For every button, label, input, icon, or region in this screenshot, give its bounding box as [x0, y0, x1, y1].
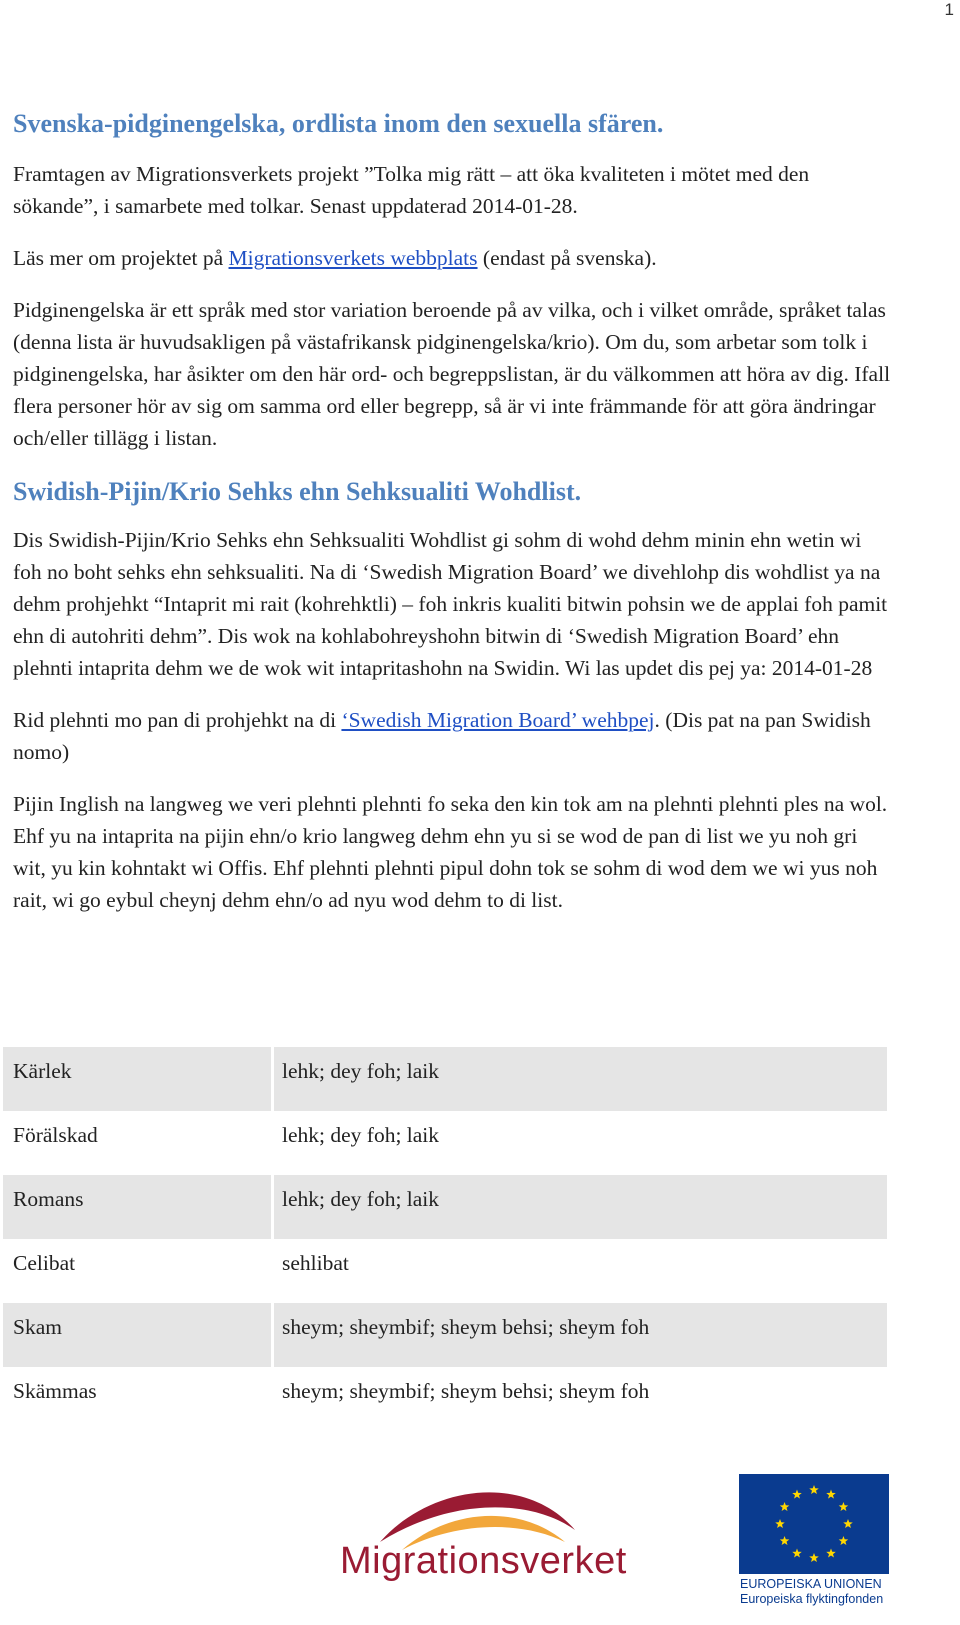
swedish-term: Skämmas — [13, 1379, 97, 1403]
eu-star-icon — [775, 1519, 785, 1528]
link-suffix: . (Dis pat na pan Swidish nomo) — [13, 708, 871, 764]
eu-star-icon — [843, 1519, 853, 1528]
krio-translation: lehk; dey foh; laik — [274, 1175, 887, 1239]
swedish-term: Kärlek — [3, 1047, 271, 1111]
eu-star-icon — [826, 1548, 836, 1557]
table-row — [3, 1175, 887, 1239]
page-number: 1 — [944, 0, 954, 19]
swedish-term: Celibat — [13, 1251, 76, 1275]
project-link-swedish — [13, 242, 893, 274]
description-swedish: Pidginengelska är ett språk med stor variation beroende på av vilka, och i vilket område, språket talas (denna lista är huvudsakligen på västafrikansk pidginengelska/krio). Om du, som arbetar som tolk i pidginengelska, har åsikter om den här ord- och begreppslistan, är du välkommen att höra av dig. Ifall flera personer hör av sig om samma ord eller begrepp, så är vi inte främmande för att göra ändringar och/eller tillägg i listan. — [13, 298, 891, 450]
eu-star-icon — [780, 1502, 790, 1511]
project-link-krio — [13, 704, 893, 768]
table-row — [3, 1111, 887, 1175]
migrationsverket-wordmark: Migrationsverket — [340, 1540, 627, 1582]
intro-krio: Dis Swidish-Pijin/Krio Sehks ehn Sehksualiti Wohdlist gi sohm di wohd dehm minin ehn wetin wi foh no boht sehks ehn sehksualiti. Na di ‘Swedish Migration Board’ we divehlohp dis wohdlist ya na dehm prohjehkt “Intaprit mi rait (kohrehktli) – foh inkris kualiti bitwin pohsin we de applai foh pamit ehn di autohriti dehm”. Dis wok na kohlabohreyshohn bitwin di ‘Swedish Migration Board’ ehn plehnti intaprita dehm we de wok wit intapritashohn na Swidin. Wi las updet dis pej ya: 2014-01-28 — [13, 528, 888, 680]
footer-logos — [0, 1480, 960, 1625]
krio-translation: sheym; sheymbif; sheym behsi; sheym foh — [282, 1379, 650, 1403]
eu-flag-icon — [739, 1474, 889, 1574]
eu-star-icon — [792, 1490, 802, 1499]
link-suffix: (endast på svenska). — [477, 246, 657, 270]
description-krio: Pijin Inglish na langweg we veri plehnti plehnti fo seka den kin tok am na plehnti plehnti ples na wol. Ehf yu na intaprita na pijin ehn/o krio langweg dehm ehn yu si se wod de pan di list we yu noh gri wit, yu kin kohntakt wi Offis. Ehf plehnti plehnti pipul dohn tok se sohm di wod dem we wi yus noh rait, wi go eybul cheynj dehm ehn/o ad nyu wod dehm to di list. — [13, 792, 888, 912]
heading-krio: Swidish-Pijin/Krio Sehks ehn Sehksualiti Wohdlist. — [13, 477, 582, 506]
swedish-migration-board-webpage-link[interactable]: ‘Swedish Migration Board’ wehbpej — [341, 708, 655, 732]
heading-swedish: Svenska-pidginengelska, ordlista inom den sexuella sfären. — [13, 109, 664, 138]
migrationsverket-website-link[interactable]: Migrationsverkets webbplats — [228, 246, 478, 270]
krio-translation: lehk; dey foh; laik — [282, 1123, 440, 1147]
eu-star-icon — [839, 1502, 849, 1511]
table-row — [3, 1303, 887, 1367]
link-prefix: Rid plehnti mo pan di prohjehkt na di — [13, 708, 342, 732]
swedish-term: Romans — [3, 1175, 271, 1239]
eu-star-icon — [792, 1548, 802, 1557]
eu-logo — [739, 1474, 889, 1604]
eu-star-icon — [809, 1485, 819, 1494]
swedish-term: Förälskad — [13, 1123, 98, 1147]
eu-fund-name: Europeiska flyktingfonden — [740, 1592, 884, 1606]
eu-star-icon — [780, 1536, 790, 1545]
table-row — [3, 1367, 887, 1431]
table-row — [3, 1239, 887, 1303]
document-body — [13, 108, 893, 916]
eu-star-icon — [809, 1553, 819, 1562]
intro-swedish: Framtagen av Migrationsverkets projekt ”Tolka mig rätt – att öka kvaliteten i mötet med den sökande”, i samarbete med tolkar. Senast uppdaterad 2014-01-28. — [13, 162, 810, 218]
krio-translation: sheym; sheymbif; sheym behsi; sheym foh — [274, 1303, 887, 1367]
krio-translation: sehlibat — [282, 1251, 349, 1275]
krio-translation: lehk; dey foh; laik — [274, 1047, 887, 1111]
swedish-term: Skam — [3, 1303, 271, 1367]
glossary-table — [3, 1047, 887, 1431]
migrationsverket-logo — [340, 1480, 640, 1600]
eu-star-icon — [839, 1536, 849, 1545]
link-prefix: Läs mer om projektet på — [13, 246, 229, 270]
eu-name: EUROPEISKA UNIONEN — [740, 1577, 882, 1591]
eu-star-icon — [826, 1490, 836, 1499]
table-row — [3, 1047, 887, 1111]
